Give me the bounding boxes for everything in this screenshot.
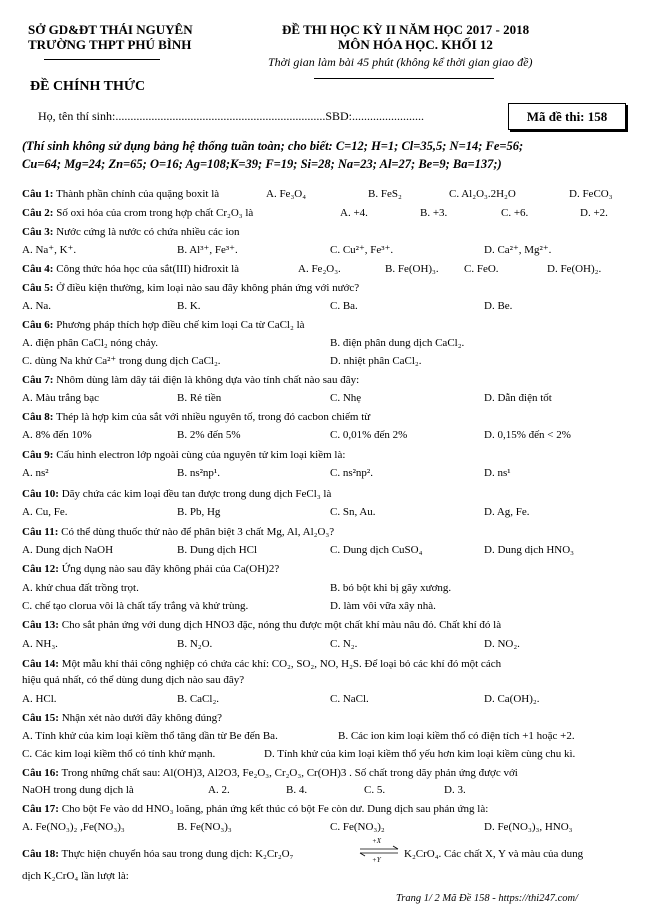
- question-10-option-a: A. Cu, Fe.: [22, 506, 68, 518]
- header-right-rule: [314, 78, 494, 79]
- question-13-option-b: B. N₂O.: [177, 638, 213, 650]
- question-17-option-c: C. Fe(NO₃)₂: [330, 821, 385, 833]
- question-14-option-c: C. NaCl.: [330, 693, 369, 705]
- question-11: Câu 11: Có thể dùng thuốc thử nào để phân biệt 3 chất Mg, Al, Al₂O₃?: [22, 526, 335, 538]
- question-14-line-2: hiệu quả nhất, có thể dùng dung dịch nào sau đây?: [22, 674, 245, 686]
- question-10: Câu 10: Dãy chứa các kim loại đều tan được trong dung dịch FeCl₃ là: [22, 488, 332, 500]
- question-1-option-a: A. Fe₃O₄: [266, 188, 307, 200]
- question-14-option-b: B. CaCl₂.: [177, 693, 220, 705]
- question-4-option-a: A. Fe₂O₃.: [298, 263, 341, 275]
- question-1-option-c: C. Al₂O₃.2H₂O: [449, 188, 516, 200]
- question-6-option-d: D. nhiệt phân CaCl₂.: [330, 355, 422, 367]
- question-6: Câu 6: Phương pháp thích hợp điều chế kim loại Ca từ CaCl₂ là: [22, 319, 305, 331]
- exam-code-box: Mã đề thi: 158: [508, 103, 626, 130]
- question-17-option-b: B. Fe(NO₃)₃: [177, 821, 232, 833]
- question-1-option-d: D. FeCO₃: [569, 188, 613, 200]
- arrow-bottom-label: +Y: [372, 856, 381, 864]
- question-7-option-a: A. Màu trắng bạc: [22, 392, 99, 404]
- question-11-option-b: B. Dung dịch HCl: [177, 544, 258, 556]
- question-5-option-b: B. K.: [177, 300, 201, 312]
- official-label: ĐỀ CHÍNH THỨC: [30, 79, 146, 94]
- question-18: Câu 18: Thực hiện chuyển hóa sau trong dung dịch: K₂Cr₂O₇: [22, 848, 294, 860]
- question-8-option-d: D. 0,15% đến < 2%: [484, 429, 571, 441]
- instruction-line-2: Cu=64; Mg=24; Zn=65; O=16; Ag=108;K=39; F=19; Si=28; Na=23; Al=27; Be=9; Ba=137;): [22, 157, 502, 171]
- question-5-option-c: C. Ba.: [330, 300, 358, 312]
- question-13-option-d: D. NO₂.: [484, 638, 520, 650]
- question-4-option-b: B. Fe(OH)₃.: [385, 263, 439, 275]
- question-3: Câu 3: Nước cứng là nước có chứa nhiều các ion: [22, 226, 240, 238]
- subject-title: MÔN HÓA HỌC. KHỐI 12: [338, 37, 493, 52]
- question-12: Câu 12: Ứng dụng nào sau đây không phải của Ca(OH)2?: [22, 563, 280, 575]
- question-2: Câu 2: Số oxi hóa của crom trong hợp chất Cr₂O₃ là: [22, 207, 254, 219]
- question-8-option-b: B. 2% đến 5%: [177, 429, 241, 441]
- question-9-option-b: B. ns²np¹.: [177, 467, 220, 479]
- question-18-line-2: dịch K₂CrO₄ lần lượt là:: [22, 870, 129, 882]
- header-left-rule: [44, 59, 160, 60]
- question-11-option-a: A. Dung dịch NaOH: [22, 544, 114, 556]
- question-16-line-2: NaOH trong dung dịch là: [22, 784, 134, 796]
- department-name: SỞ GD&ĐT THÁI NGUYÊN: [28, 22, 193, 37]
- question-17-option-a: A. Fe(NO₃)₂ ,Fe(NO₃)₃: [22, 821, 125, 833]
- question-8-option-c: C. 0,01% đến 2%: [330, 429, 408, 441]
- question-1-option-b: B. FeS₂: [368, 188, 402, 200]
- question-16: Câu 16: Trong những chất sau: Al(OH)3, Al2O3, Fe₂O₃, Cr₂O₃, Cr(OH)3 . Số chất trong dãy phản ứng được với: [22, 767, 518, 779]
- question-9: Câu 9: Cấu hình electron lớp ngoài cùng của nguyên tử kim loại kiềm là:: [22, 449, 346, 461]
- question-16-option-a: A. 2.: [208, 784, 230, 796]
- question-15-option-c: C. Các kim loại kiềm thổ có tính khử mạnh.: [22, 748, 216, 760]
- question-15-option-b: B. Các ion kim loại kiềm thổ có điện tích +1 hoặc +2.: [338, 730, 575, 742]
- question-9-option-d: D. ns¹: [484, 467, 511, 479]
- question-9-option-c: C. ns²np².: [330, 467, 373, 479]
- question-16-option-c: C. 5.: [364, 784, 386, 796]
- question-7-option-c: C. Nhẹ: [330, 392, 362, 404]
- question-9-option-a: A. ns²: [22, 467, 49, 479]
- question-7: Câu 7: Nhôm dùng làm dây tải điện là không dựa vào tính chất nào sau đây:: [22, 374, 360, 386]
- question-5-option-d: D. Be.: [484, 300, 513, 312]
- question-3-option-c: C. Cu²⁺, Fe³⁺.: [330, 244, 394, 256]
- question-4-option-c: C. FeO.: [464, 263, 499, 275]
- question-13-option-c: C. N₂.: [330, 638, 358, 650]
- question-8-option-a: A. 8% đến 10%: [22, 429, 92, 441]
- question-1: Câu 1: Thành phần chính của quặng boxit là: [22, 188, 220, 200]
- question-5-option-a: A. Na.: [22, 300, 52, 312]
- question-6-option-c: C. dùng Na khử Ca²⁺ trong dung dịch CaCl₂.: [22, 355, 221, 367]
- question-5: Câu 5: Ở điều kiện thường, kim loại nào sau đây không phản ứng với nước?: [22, 282, 360, 294]
- question-14-option-d: D. Ca(OH)₂.: [484, 693, 540, 705]
- question-7-option-b: B. Rẻ tiền: [177, 392, 222, 404]
- question-4-option-d: D. Fe(OH)₂.: [547, 263, 602, 275]
- question-10-option-b: B. Pb, Hg: [177, 506, 221, 518]
- question-6-option-a: A. điện phân CaCl₂ nóng chảy.: [22, 337, 159, 349]
- question-3-option-a: A. Na⁺, K⁺.: [22, 244, 77, 256]
- question-16-option-d: D. 3.: [444, 784, 466, 796]
- question-12-option-c: C. chế tạo clorua vôi là chất tẩy trắng và khử trùng.: [22, 600, 249, 612]
- question-14: Câu 14: Một mẫu khí thải công nghiệp có chứa các khí: CO₂, SO₂, NO, H₂S. Để loại bỏ các khí đó một cách: [22, 658, 502, 670]
- question-14-option-a: A. HCl.: [22, 693, 57, 705]
- question-15: Câu 15: Nhận xét nào dưới đây không đúng?: [22, 712, 222, 724]
- question-11-option-c: C. Dung dịch CuSO₄: [330, 544, 423, 556]
- question-18-continuation: K₂CrO₄. Các chất X, Y và màu của dung: [404, 848, 584, 860]
- question-2-option-c: C. +6.: [501, 207, 529, 219]
- question-2-option-d: D. +2.: [580, 207, 608, 219]
- question-10-option-d: D. Ag, Fe.: [484, 506, 530, 518]
- question-13-option-a: A. NH₃.: [22, 638, 58, 650]
- exam-title: ĐỀ THI HỌC KỲ II NĂM HỌC 2017 - 2018: [282, 22, 530, 37]
- page-footer: Trang 1/ 2 Mã Đề 158 - https://thi247.com/: [396, 893, 578, 904]
- question-15-option-a: A. Tính khử của kim loại kiềm thổ tăng dần từ Be đến Ba.: [22, 730, 278, 742]
- question-11-option-d: D. Dung dịch HNO₃: [484, 544, 574, 556]
- question-15-option-d: D. Tính khử của kim loại kiềm thổ yếu hơn kim loại kiềm cùng chu kì.: [264, 748, 576, 760]
- arrow-top-label: +X: [372, 837, 381, 845]
- question-3-option-b: B. Al³⁺, Fe³⁺.: [177, 244, 238, 256]
- question-16-option-b: B. 4.: [286, 784, 308, 796]
- question-6-option-b: B. điện phân dung dịch CaCl₂.: [330, 337, 465, 349]
- school-name: TRƯỜNG THPT PHÚ BÌNH: [28, 37, 192, 52]
- question-17-option-d: D. Fe(NO₃)₃, HNO₃: [484, 821, 573, 833]
- question-10-option-c: C. Sn, Au.: [330, 506, 376, 518]
- reversible-arrow: [358, 837, 400, 865]
- question-3-option-d: D. Ca²⁺, Mg²⁺.: [484, 244, 552, 256]
- time-note: Thời gian làm bài 45 phút (không kể thời gian giao đề): [268, 55, 533, 69]
- question-17: Câu 17: Cho bột Fe vào dd HNO₃ loãng, phản ứng kết thúc có bột Fe còn dư. Dung dịch sau phản ứng là:: [22, 803, 489, 815]
- question-13: Câu 13: Cho sắt phản ứng với dung dịch HNO3 đặc, nóng thu được một chất khí màu nâu đỏ. Chất khí đó là: [22, 619, 502, 631]
- instruction-line-1: (Thí sinh không sử dụng bảng hệ thống tuần toàn; cho biết: C=12; H=1; Cl=35,5; N=14; Fe=56;: [22, 139, 524, 153]
- question-4: Câu 4: Công thức hóa học của sắt(III) hiđroxit là: [22, 263, 240, 275]
- question-12-option-d: D. làm vôi vữa xây nhà.: [330, 600, 436, 612]
- question-7-option-d: D. Dẫn điện tốt: [484, 392, 552, 404]
- candidate-field: Họ, tên thí sinh:......................................................................SBD:........................: [38, 109, 425, 123]
- question-12-option-a: A. khử chua đất trồng trọt.: [22, 582, 139, 594]
- question-12-option-b: B. bó bột khi bị gãy xương.: [330, 582, 452, 594]
- question-8: Câu 8: Thép là hợp kim của sắt với nhiều nguyên tố, trong đó cacbon chiếm từ: [22, 411, 371, 423]
- question-2-option-b: B. +3.: [420, 207, 448, 219]
- question-2-option-a: A. +4.: [340, 207, 368, 219]
